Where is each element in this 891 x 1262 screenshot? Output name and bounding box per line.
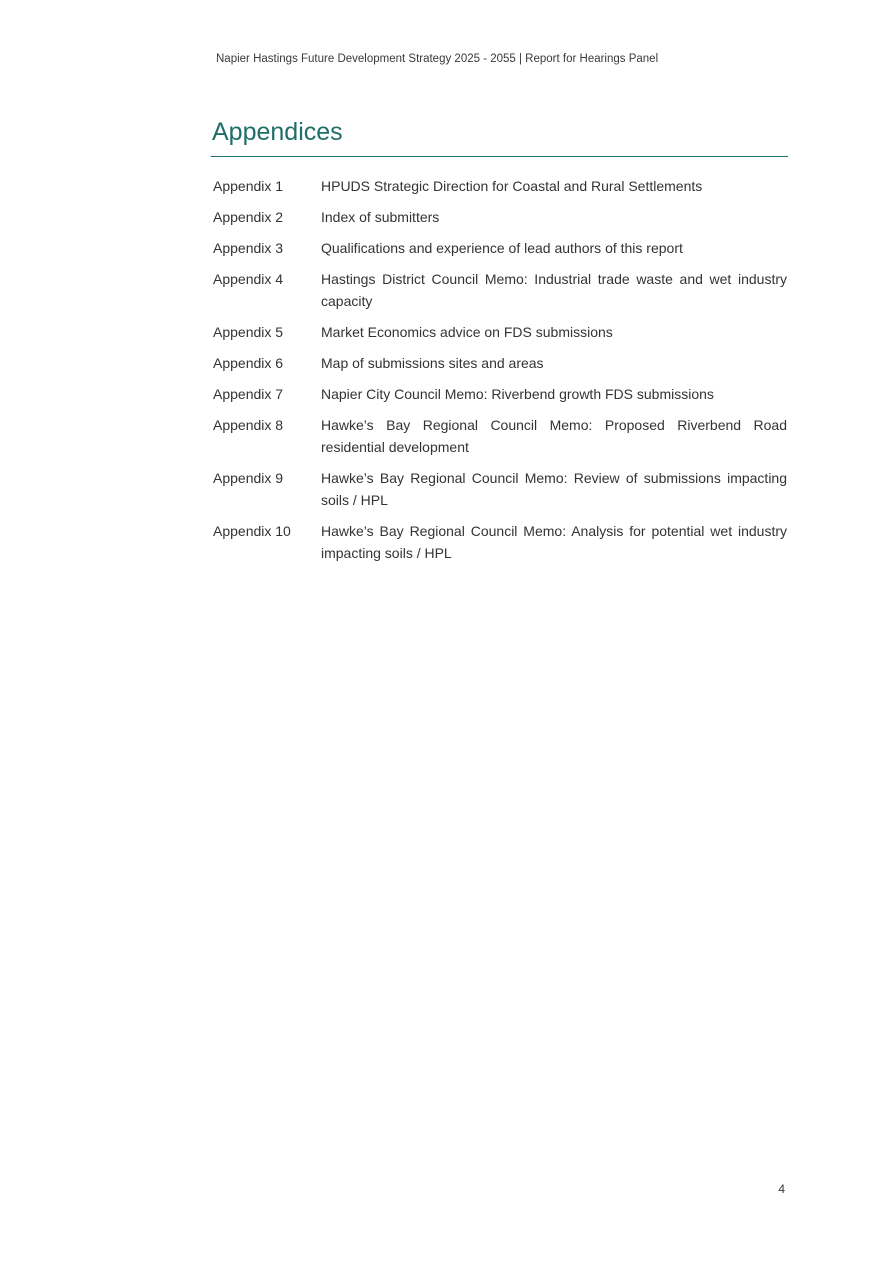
appendix-title: Hawke’s Bay Regional Council Memo: Analysis for potential wet industry impacting soils / HPL [321,523,787,561]
appendix-row [213,237,787,259]
appendix-label: Appendix 7 [213,386,284,402]
appendix-label: Appendix 10 [213,523,291,539]
appendix-row [213,467,787,511]
appendix-label: Appendix 3 [213,240,284,256]
appendix-row [213,352,787,374]
appendix-row [213,268,787,312]
appendix-title: Map of submissions sites and areas [321,355,544,371]
appendix-label: Appendix 4 [213,271,284,287]
appendix-list [213,175,787,573]
running-header: Napier Hastings Future Development Strategy 2025 - 2055 | Report for Hearings Panel [216,53,659,65]
appendix-title: Napier City Council Memo: Riverbend growth FDS submissions [321,386,714,402]
page-title: Appendices [212,118,343,146]
appendix-title: Hawke’s Bay Regional Council Memo: Review of submissions impacting soils / HPL [321,470,787,508]
appendix-row [213,520,787,564]
page-number: 4 [778,1182,785,1196]
appendix-row [213,383,787,405]
appendix-label: Appendix 9 [213,470,284,486]
appendix-title: Market Economics advice on FDS submissions [321,324,613,340]
appendix-label: Appendix 8 [213,417,284,433]
appendix-row [213,206,787,228]
appendix-label: Appendix 2 [213,209,284,225]
appendix-label: Appendix 5 [213,324,284,340]
appendix-label: Appendix 6 [213,355,284,371]
appendix-row [213,175,787,197]
appendix-title: Hawke’s Bay Regional Council Memo: Proposed Riverbend Road residential development [321,417,787,455]
appendix-title: HPUDS Strategic Direction for Coastal and Rural Settlements [321,178,703,194]
appendix-title: Index of submitters [321,209,440,225]
appendix-title: Hastings District Council Memo: Industrial trade waste and wet industry capacity [321,271,787,309]
appendix-title: Qualifications and experience of lead authors of this report [321,240,683,256]
appendix-label: Appendix 1 [213,178,284,194]
title-divider [211,156,788,157]
appendix-row [213,321,787,343]
appendix-row [213,414,787,458]
